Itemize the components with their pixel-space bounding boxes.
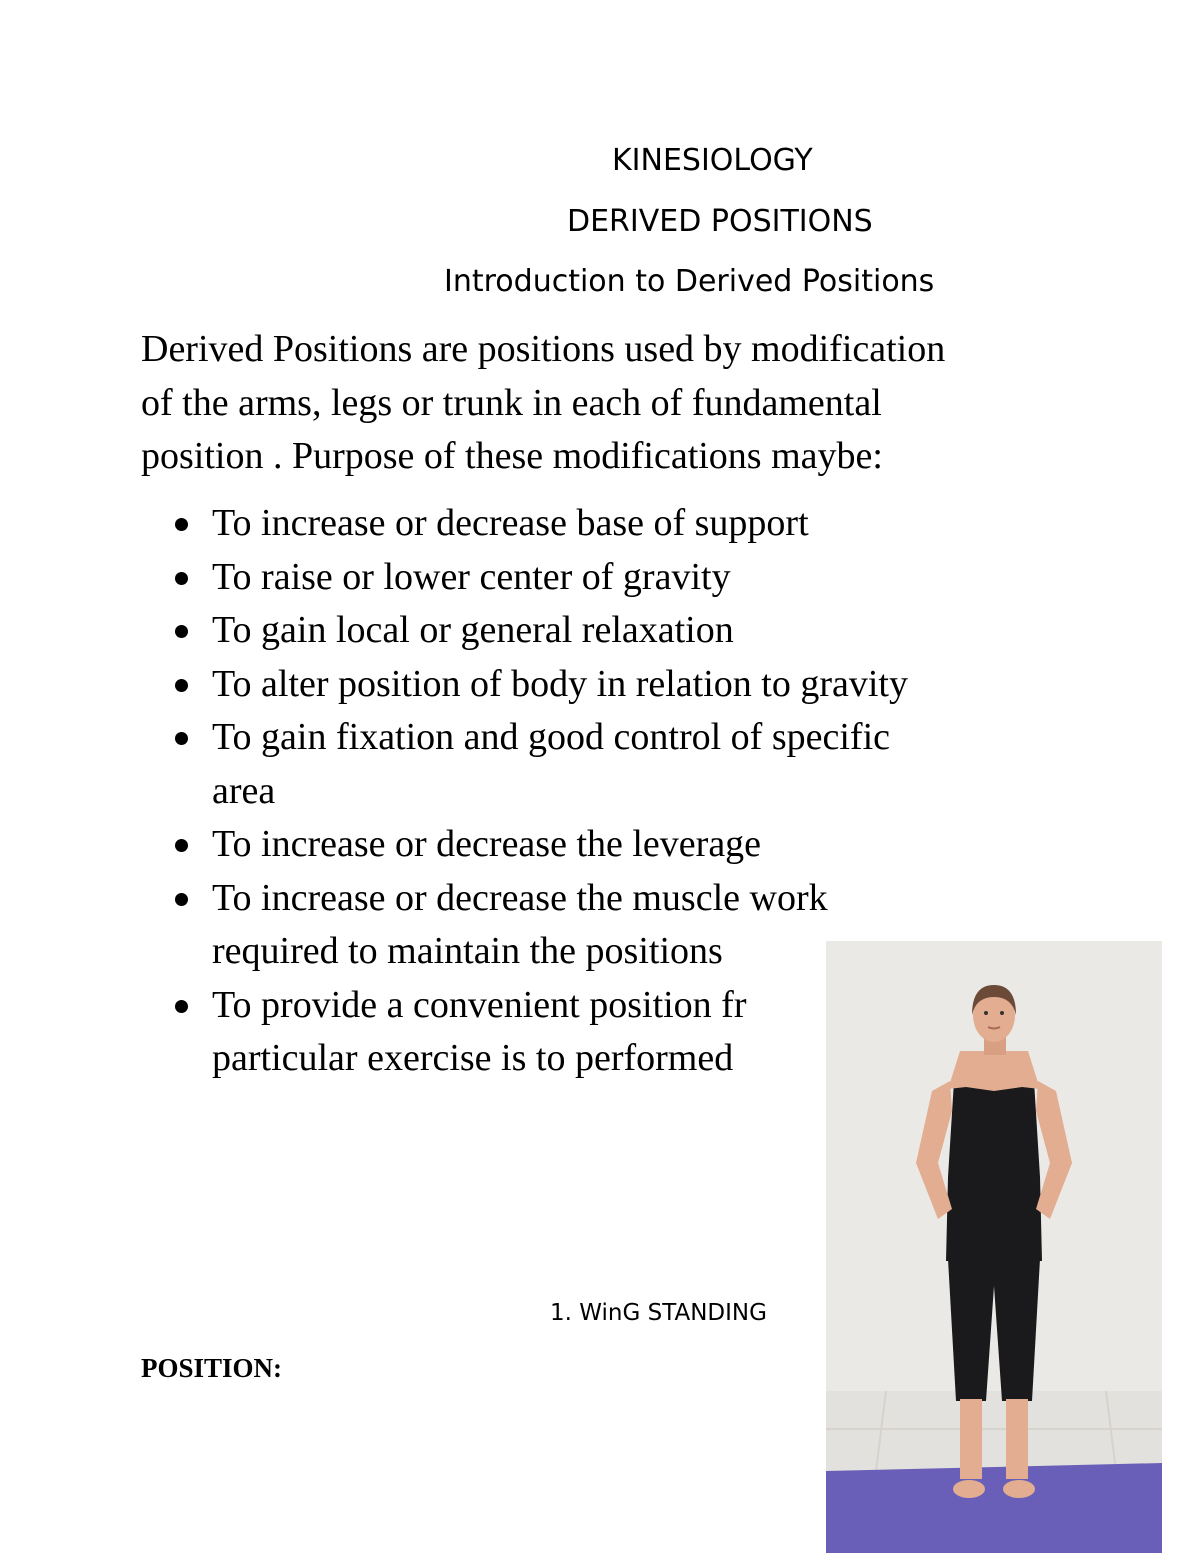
bullet-icon: [175, 518, 188, 531]
intro-line: Derived Positions are positions used by modification: [141, 328, 946, 370]
bullet-icon: [175, 732, 188, 745]
list-item-text: particular exercise is to performed: [212, 1037, 734, 1079]
list-item: [141, 658, 1041, 712]
list-item-text: To increase or decrease base of support: [212, 502, 809, 544]
list-item-text: To gain local or general relaxation: [212, 609, 734, 651]
bullet-icon: [175, 893, 188, 906]
exercise-mat: [826, 1463, 1162, 1553]
position-label: POSITION:: [141, 1353, 283, 1383]
list-item-text: To alter position of body in relation to gravity: [212, 662, 908, 705]
bullet-icon: [175, 625, 188, 638]
list-item: [141, 818, 1041, 872]
intro-line: of the arms, legs or trunk in each of fundamental: [141, 381, 882, 424]
intro-paragraph: [141, 323, 1091, 484]
list-item: [141, 551, 1041, 605]
list-item-text: required to maintain the positions: [212, 930, 723, 972]
wing-standing-photo: [826, 941, 1162, 1553]
bullet-icon: [175, 572, 188, 585]
bullet-icon: [175, 839, 188, 852]
list-item-text: To increase or decrease the leverage: [212, 823, 762, 865]
intro-line: position . Purpose of these modifications maybe:: [141, 435, 883, 477]
heading-introduction: Introduction to Derived Positions: [444, 264, 935, 299]
list-item-text: area: [212, 769, 276, 812]
list-item: [141, 497, 1041, 551]
heading-kinesiology: KINESIOLOGY: [612, 143, 813, 178]
list-item-text: To raise or lower center of gravity: [212, 555, 731, 598]
list-item-text: To increase or decrease the muscle work: [212, 876, 828, 919]
wing-standing-illustration: [826, 941, 1162, 1553]
list-item: [141, 711, 1041, 818]
list-item-text: To gain fixation and good control of specific: [212, 716, 890, 758]
heading-derived-positions: DERIVED POSITIONS: [567, 204, 873, 239]
figure-caption: 1. WinG STANDING: [550, 1300, 767, 1326]
list-item: [141, 604, 1041, 658]
bullet-icon: [175, 679, 188, 692]
tank-top: [946, 1081, 1042, 1261]
bullet-icon: [175, 1000, 188, 1013]
list-item-text: To provide a convenient position fr: [212, 983, 747, 1026]
